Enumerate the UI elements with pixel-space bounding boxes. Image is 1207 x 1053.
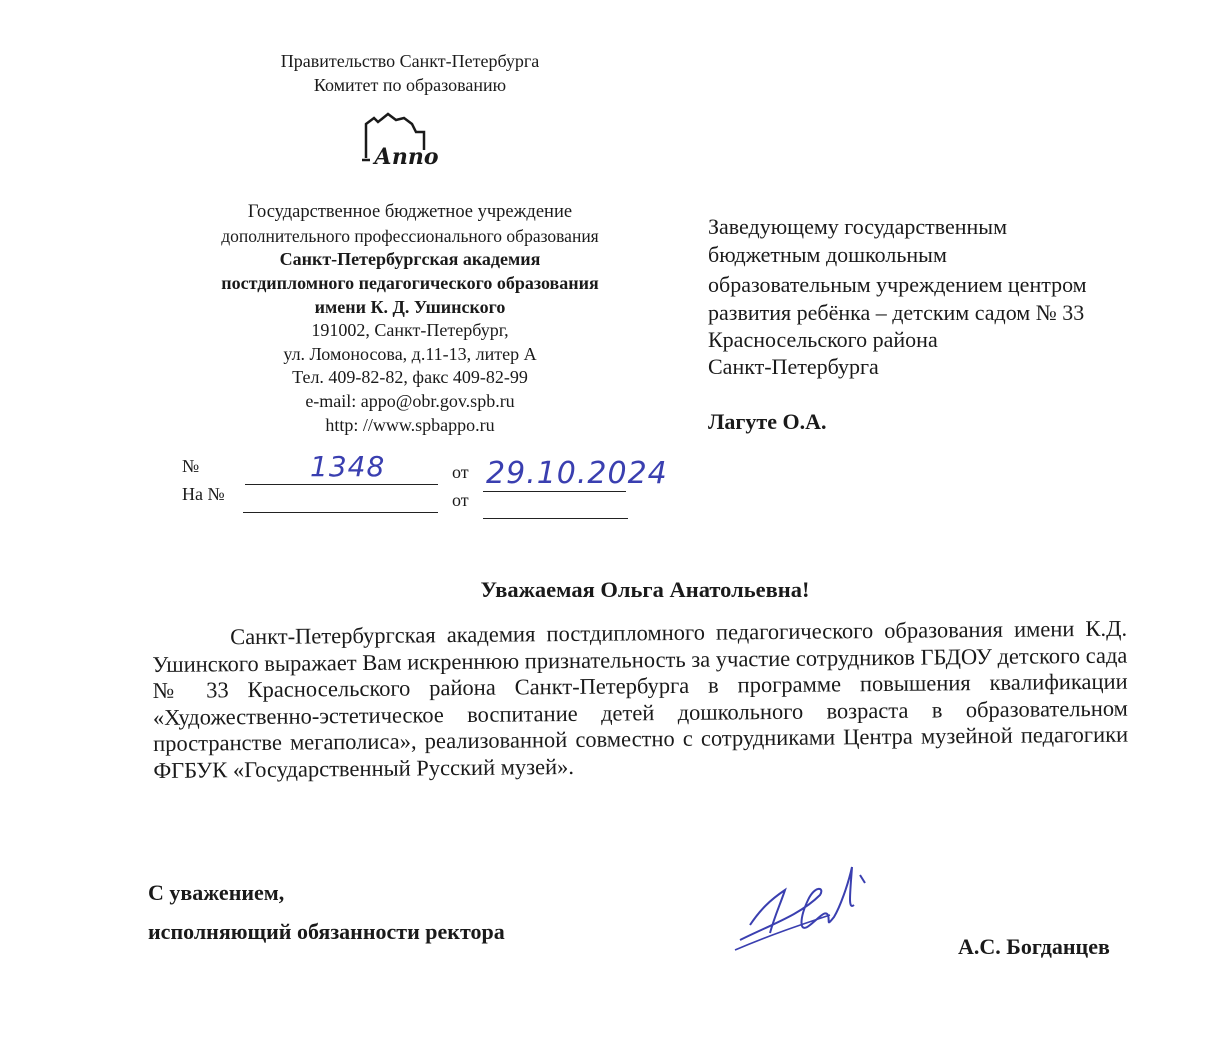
number-underline [245,484,438,485]
address-line2: ул. Ломоносова, д.11-13, литер А [283,344,537,364]
address-line1: 191002, Санкт-Петербург, [311,320,509,340]
institution-line1: Государственное бюджетное учреждение [247,202,573,222]
closing-line1: С уважением, [148,880,285,905]
addressee-line5: Красносельского района [708,327,938,352]
addressee-line3: образовательным учреждением центром [708,272,1087,297]
addressee-line6: Санкт-Петербурга [708,354,879,379]
date-value: 29.10.2024 [486,456,668,491]
reply-date-underline [483,518,628,519]
reply-underline [243,512,438,513]
signatory-name: А.С. Богданцев [958,934,1110,959]
appo-logo [360,110,450,170]
from-label: от [452,462,469,482]
email: e-mail: appo@obr.gov.spb.ru [305,391,515,411]
signature-image [730,855,880,955]
body-paragraph: Санкт-Петербургская академия постдипломного педагогического образования имени К.Д. Ушинского выражает Вам искреннюю признательность за участие сотрудников ГБДОУ детского сада № 33 Красносельского района Санкт-Петербурга в программе повышения квалификации «Художественно-эстетическое воспитание детей дошкольного возраста в образовательном пространстве мегаполиса», реализованной совместно с сотрудниками Центра музейной педагогики ФГБУК «Государственный Русский музей». [152,615,1129,783]
date-underline [483,491,626,492]
phone: Тел. 409-82-82, факс 409-82-99 [292,367,528,387]
closing-line2: исполняющий обязанности ректора [148,919,505,944]
committee-title: Комитет по образованию [313,75,507,95]
letter-body [152,616,1128,784]
addressee-line4: развития ребёнка – детским садом № 33 [708,300,1085,325]
reply-from-label: от [452,490,469,510]
logo-text: Аппо [374,144,439,170]
website: http: //www.spbappo.ru [325,415,495,435]
reply-label: На № [182,484,225,504]
addressee-line2: бюджетным дошкольным [708,242,947,267]
number-label: № [182,456,200,476]
addressee-name: Лагуте О.А. [708,409,827,434]
academy-line2: постдипломного педагогического образования [221,273,599,293]
institution-line2: дополнительного профессионального образования [221,226,599,246]
addressee-line1: Заведующему государственным [708,214,1007,239]
academy-line1: Санкт-Петербургская академия [279,249,541,269]
number-value: 1348 [310,450,386,483]
academy-line3: имени К. Д. Ушинского [314,297,506,317]
greeting: Уважаемая Ольга Анатольевна! [480,577,810,602]
government-title: Правительство Санкт-Петербурга [280,51,540,71]
